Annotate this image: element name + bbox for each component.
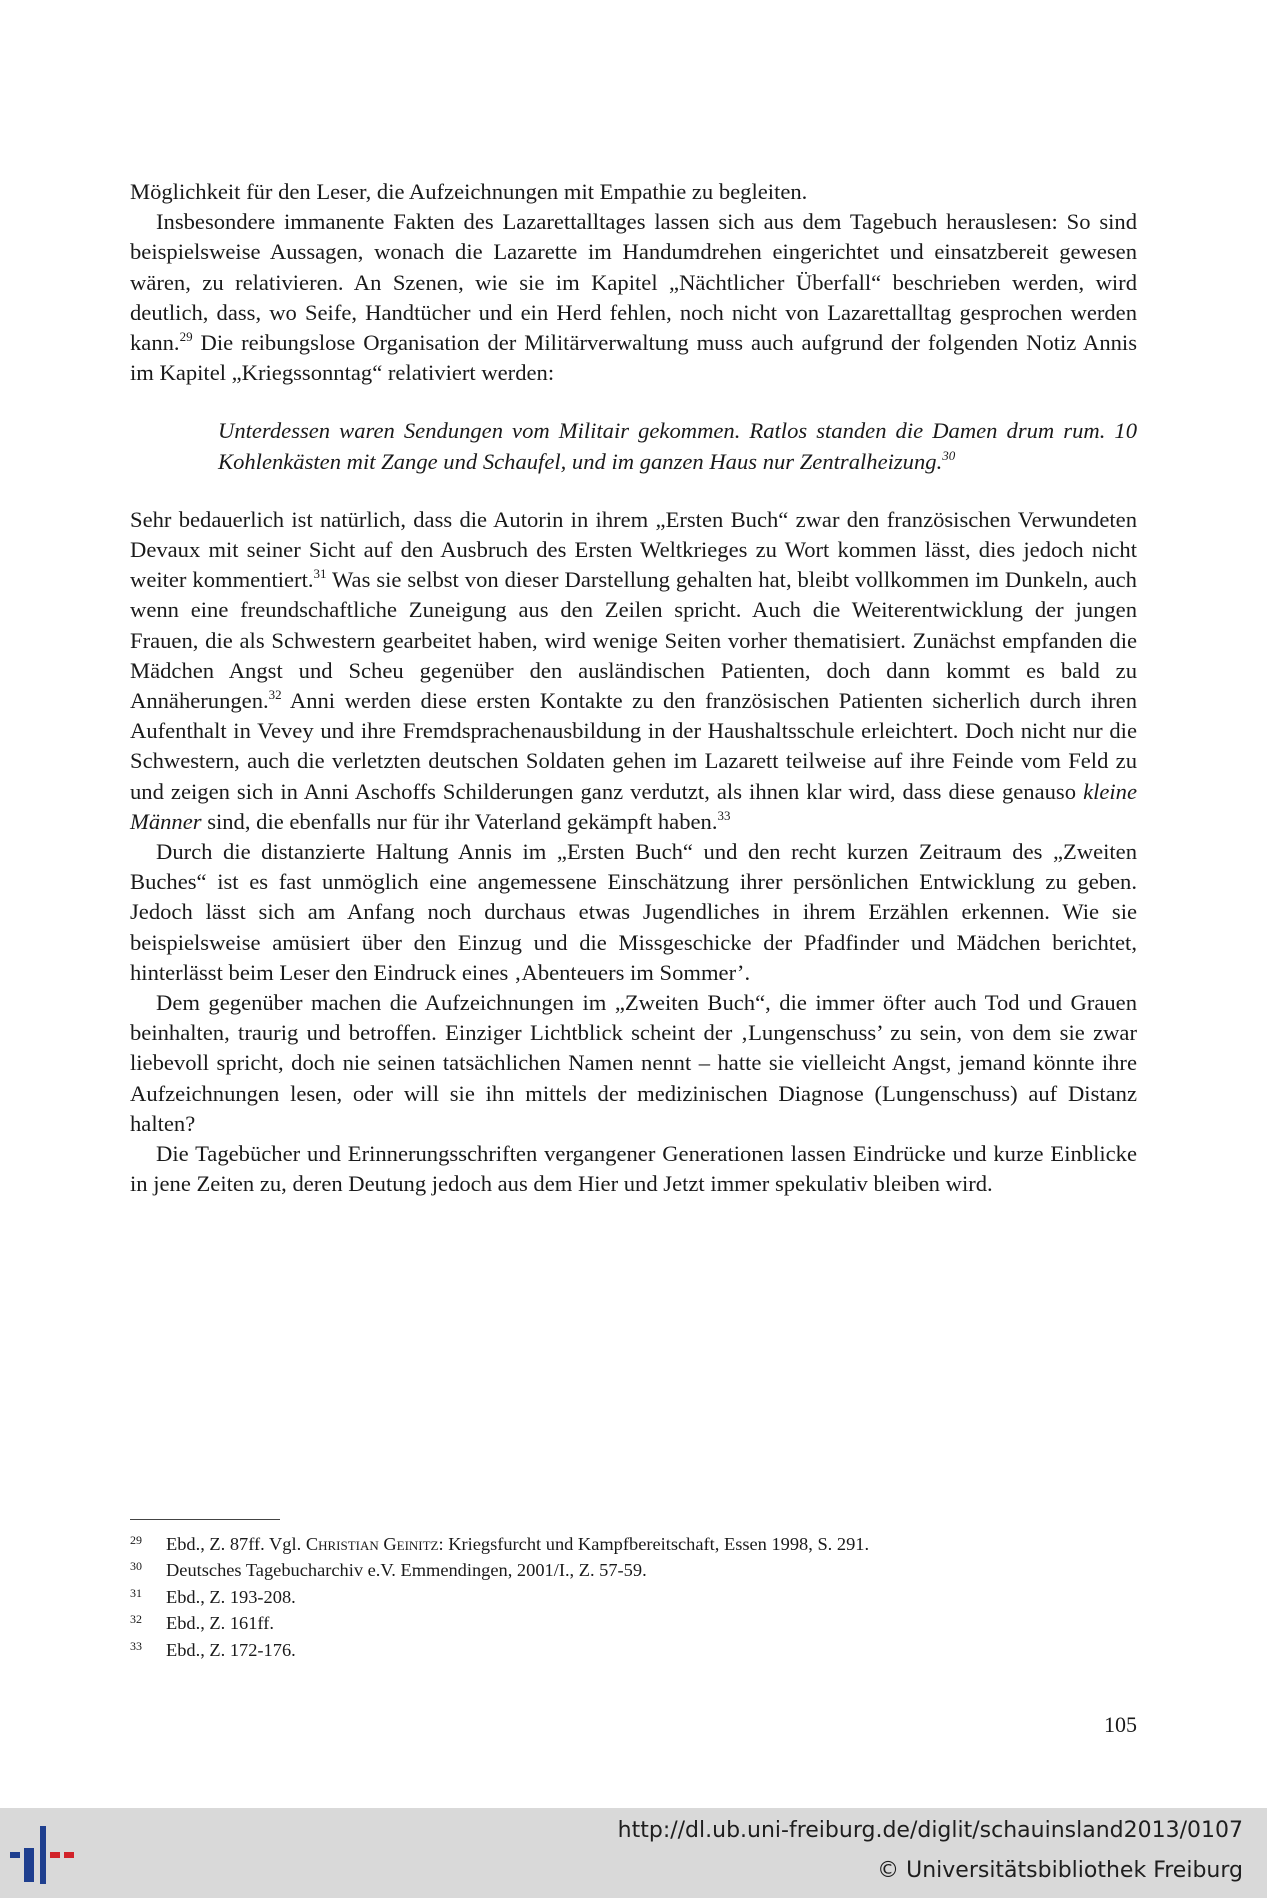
footnote-number: 32 xyxy=(130,1612,142,1627)
paragraph: Möglichkeit für den Leser, die Aufzeichnungen mit Empathie zu begleiten. xyxy=(130,179,808,204)
page-number: 105 xyxy=(1104,1712,1137,1737)
emphasis: kleine Männer xyxy=(130,778,1137,834)
block-quote: Unterdessen waren Sendungen vom Militair gekommen. Ratlos standen die Damen drum rum. 10 Kohlenkästen mit Zange und Schaufel, und im ganzen Haus nur Zentralheizung.$^{30}$ xyxy=(218,418,1137,474)
paragraph: Insbesondere immanente Fakten des Lazarettalltages lassen sich aus dem Tagebuch herauslesen: So sind beispielsweise Aussagen, wonach die Lazarette im Handumdrehen eingerichtet und einsatzbereit gewesen wären, zu relativieren. An Szenen, wie sie im Kapitel „Nächtlicher Überfall“ beschrieben werden, wird deutlich, dass, wo Seife, Handtücher und ein Herd fehlen, noch nicht von Lazarettalltag gesprochen werden kann.$^{29}$ Die reibungslose Organisation der Militärverwaltung muss auch aufgrund der folgenden Notiz Annis im Kapitel „Kriegssonntag“ relativiert werden: xyxy=(130,209,1137,386)
library-logo-icon xyxy=(10,1824,80,1886)
author-name: Christian Geinitz xyxy=(305,1534,439,1554)
permalink-url[interactable]: http://dl.ub.uni-freiburg.de/diglit/schauinsland2013/0107 xyxy=(617,1818,1243,1843)
footnote-number: 30 xyxy=(130,1559,142,1574)
body-text xyxy=(130,177,1137,1200)
paragraph: Durch die distanzierte Haltung Annis im „Ersten Buch“ und den recht kurzen Zeitraum des „Zweiten Buches“ ist es fast unmöglich eine angemessene Einschätzung ihrer persönlichen Entwicklung zu geben. Jedoch lässt sich am Anfang noch durchaus etwas Jugendliches in ihrem Erzählen erkennen. Wie sie beispielsweise amüsiert über den Einzug und die Missgeschicke der Pfadfinder und Mädchen berichtet, hinterlässt beim Leser den Eindruck eines ‚Abenteuers im Sommer’. xyxy=(130,839,1137,985)
footnote-number: 29 xyxy=(130,1533,142,1547)
footnote-ref[interactable]: 29 xyxy=(179,329,193,345)
footnote: 33 Ebd., Z. 172-176. xyxy=(130,1638,1137,1664)
footer-bar xyxy=(0,1808,1267,1898)
footnote-number: 33 xyxy=(130,1638,142,1653)
footnote: 31 Ebd., Z. 193-208. xyxy=(130,1585,1137,1611)
footnote: 29 Ebd., Z. 87ff. Vgl. Christian Geinitz: Kriegsfurcht und Kampfbereitschaft, Essen 1998, S. 291. xyxy=(130,1532,1137,1558)
footnote-ref[interactable]: 31 xyxy=(313,566,327,582)
footnote-ref[interactable]: 30 xyxy=(942,447,956,463)
copyright-notice: © Universitätsbibliothek Freiburg xyxy=(877,1858,1243,1883)
paragraph: Sehr bedauerlich ist natürlich, dass die Autorin in ihrem „Ersten Buch“ zwar den französischen Verwundeten Devaux mit seiner Sicht auf den Ausbruch des Ersten Weltkrieges zu Wort kommen lässt, dies jedoch nicht weiter kommentiert.$^{31}$ Was sie selbst von dieser Darstellung gehalten hat, bleibt vollkommen im Dunkeln, auch wenn eine freundschaftliche Zuneigung aus den Zeilen spricht. Auch die Weiterentwicklung der jungen Frauen, die als Schwestern gearbeitet haben, wird wenige Seiten vorher thematisiert. Zunächst empfanden die Mädchen Angst und Scheu gegenüber den ausländischen Patienten, doch dann kommt es bald zu Annäherungen.$^{32}$ Anni werden diese ersten Kontakte zu den französischen Patienten sicherlich durch ihren Aufenthalt in Vevey und ihre Fremdsprachenausbildung in der Haushaltsschule erleichtert. Doch nicht nur die Schwestern, auch die verletzten deutschen Soldaten gehen im Lazarett teilweise auf ihre Feinde vom Feld zu und zeigen sich in Anni Aschoffs Schilderungen ganz verdutzt, als ihnen klar wird, dass diese genauso kleine Männer sind, die ebenfalls nur für ihr Vaterland gekämpft haben.$^{33}$ xyxy=(130,506,1137,834)
paragraph: Die Tagebücher und Erinnerungsschriften vergangener Generationen lassen Eindrücke und kurze Einblicke in jene Zeiten zu, deren Deutung jedoch aus dem Hier und Jetzt immer spekulativ bleiben wird. xyxy=(130,1141,1137,1197)
footnote: 30 Deutsches Tagebucharchiv e.V. Emmendingen, 2001/I., Z. 57-59. xyxy=(130,1558,1137,1584)
footnote-divider xyxy=(130,1519,280,1520)
footnote-number: 31 xyxy=(130,1585,142,1600)
paragraph: Dem gegenüber machen die Aufzeichnungen im „Zweiten Buch“, die immer öfter auch Tod und Grauen beinhalten, traurig und betroffen. Einziger Lichtblick scheint der ‚Lungenschuss’ zu sein, von dem sie zwar liebevoll spricht, doch nie seinen tatsächlichen Namen nennt – hatte sie vielleicht Angst, jemand könnte ihre Aufzeichnungen lesen, oder will sie ihn mittels der medizinischen Diagnose (Lungenschuss) auf Distanz halten? xyxy=(130,990,1137,1136)
footnote-ref[interactable]: 32 xyxy=(268,687,282,703)
footnote: 32 Ebd., Z. 161ff. xyxy=(130,1611,1137,1637)
footnotes xyxy=(130,1532,1137,1664)
footnote-ref[interactable]: 33 xyxy=(717,807,731,823)
